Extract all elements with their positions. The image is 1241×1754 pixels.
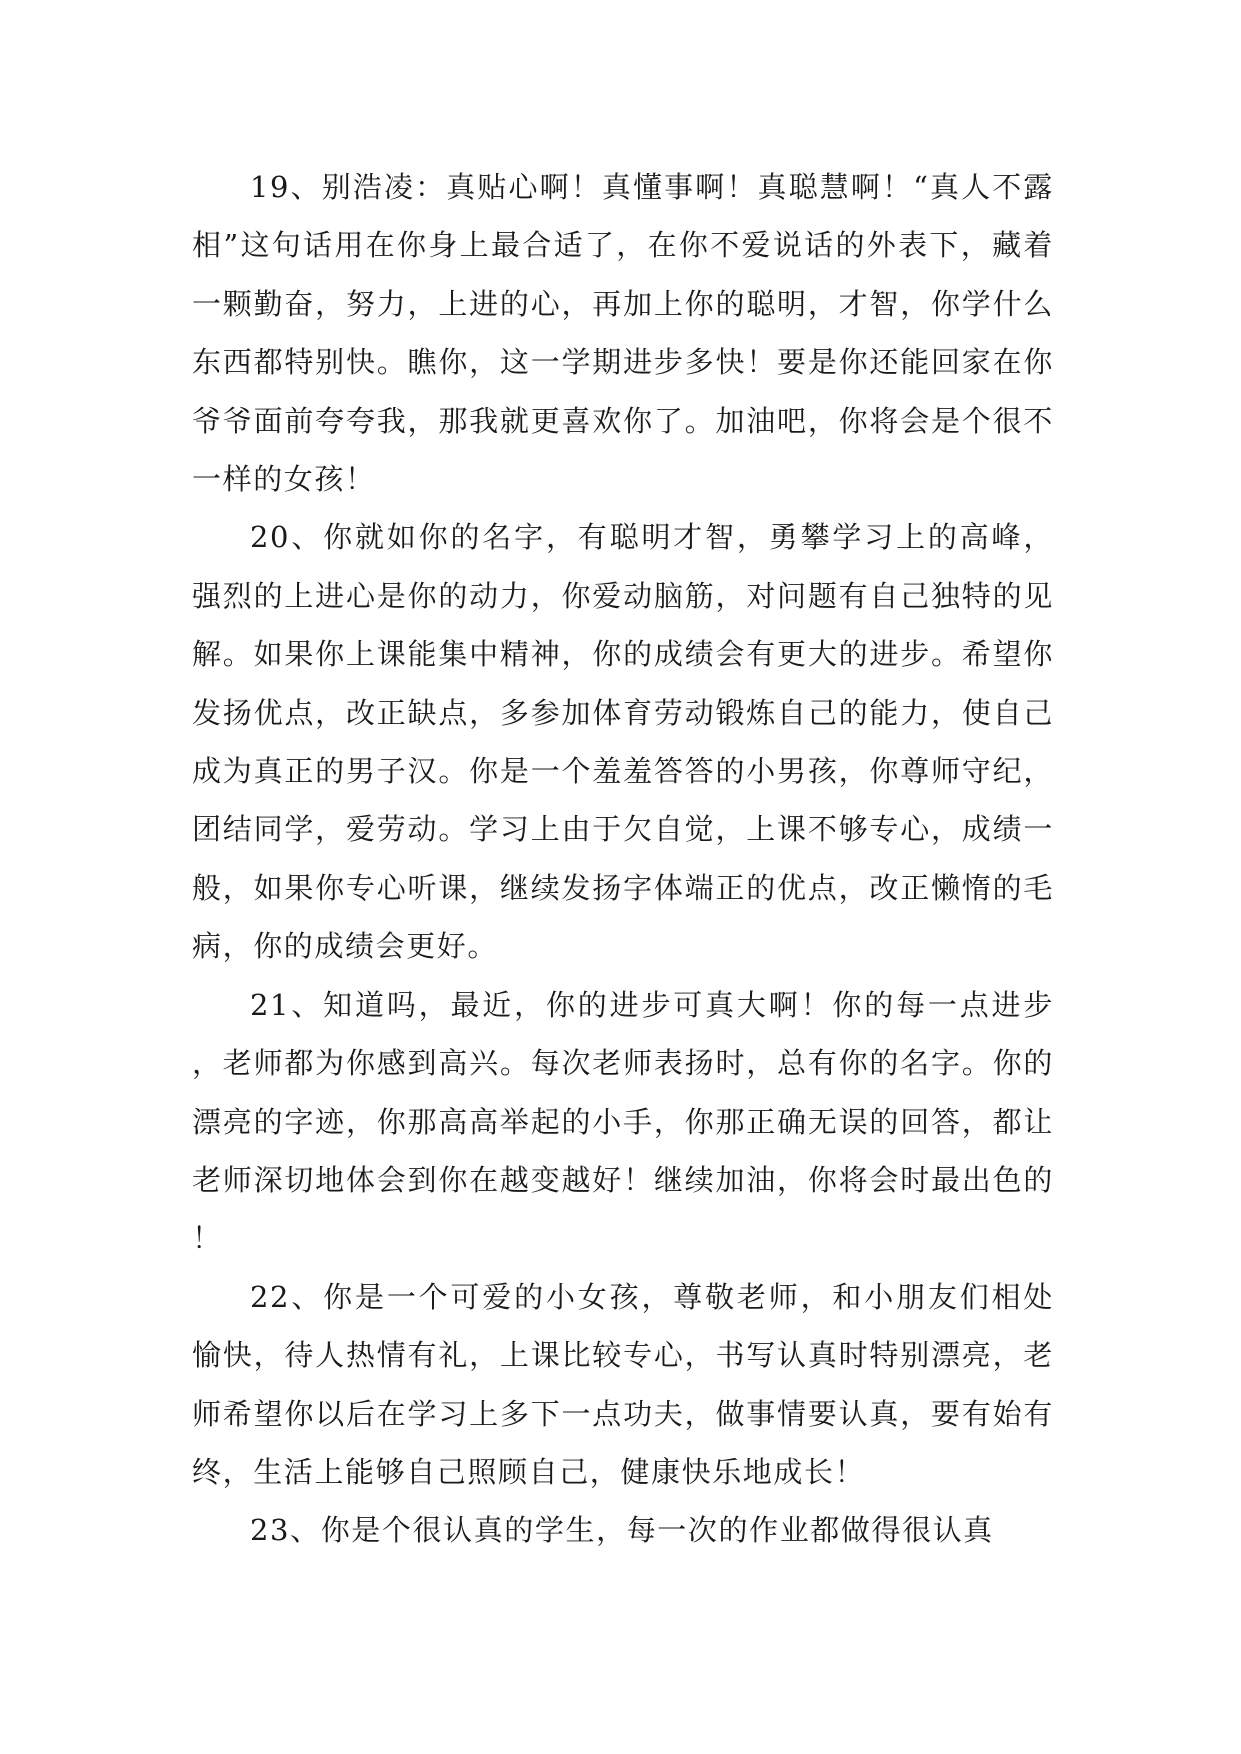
document-body (192, 158, 1054, 1560)
comment-paragraph-20: 20、你就如你的名字，有聪明才智，勇攀学习上的高峰，强烈的上进心是你的动力，你爱动脑筋，对问题有自己独特的见解。如果你上课能集中精神，你的成绩会有更大的进步。希望你发扬优点，改正缺点，多参加体育劳动锻炼自己的能力，使自己成为真正的男子汉。你是一个羞羞答答的小男孩，你尊师守纪，团结同学，爱劳动。学习上由于欠自觉，上课不够专心，成绩一般，如果你专心听课，继续发扬字体端正的优点，改正懒惰的毛病，你的成绩会更好。 (192, 520, 1054, 964)
comment-paragraph-21: 21、知道吗，最近，你的进步可真大啊！你的每一点进步，老师都为你感到高兴。每次老师表扬时，总有你的名字。你的漂亮的字迹，你那高高举起的小手，你那正确无误的回答，都让老师深切地体会到你在越变越好！继续加油，你将会时最出色的！ (192, 987, 1054, 1256)
comment-paragraph-23: 23、你是个很认真的学生，每一次的作业都做得很认真 (250, 1513, 994, 1548)
comment-paragraph-19: 19、别浩凌：真贴心啊！真懂事啊！真聪慧啊！“真人不露相”这句话用在你身上最合适了，在你不爱说话的外表下，藏着一颗勤奋，努力，上进的心，再加上你的聪明，才智，你学什么东西都特别快。瞧你，这一学期进步多快！要是你还能回家在你爷爷面前夸夸我，那我就更喜欢你了。加油吧，你将会是个很不一样的女孩！ (192, 170, 1054, 497)
comment-paragraph-22: 22、你是一个可爱的小女孩，尊敬老师，和小朋友们相处愉快，待人热情有礼，上课比较专心，书写认真时特别漂亮，老师希望你以后在学习上多下一点功夫，做事情要认真，要有始有终，生活上能够自己照顾自己，健康快乐地成长！ (192, 1279, 1054, 1489)
